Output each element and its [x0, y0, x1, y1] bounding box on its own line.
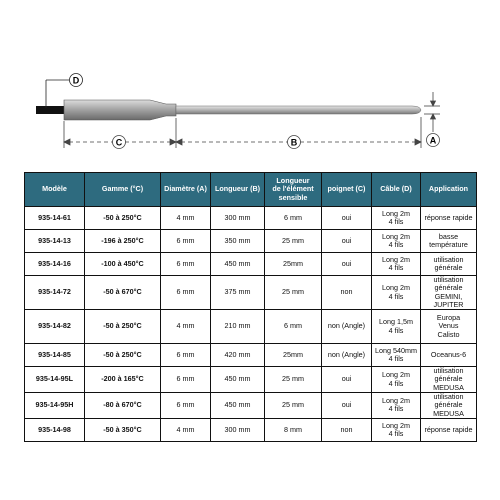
cell-diameter: 4 mm: [161, 207, 211, 230]
table-row: [25, 392, 477, 418]
cell-application: utilisation générale MEDUSA: [421, 367, 477, 393]
cell-model: 935-14-61: [25, 207, 85, 230]
cell-range: -196 à 250°C: [85, 230, 161, 253]
probe-spec-table: [24, 172, 477, 442]
cell-length: 210 mm: [211, 310, 265, 344]
header-handle: poignet (C): [322, 173, 372, 207]
header-cable: Câble (D): [372, 173, 421, 207]
cell-sensor-length: 25mm: [265, 253, 322, 276]
table-header-row: [25, 173, 477, 207]
table-row: [25, 276, 477, 310]
cell-cable: Long 2m 4 fils: [372, 367, 421, 393]
cell-handle: oui: [322, 253, 372, 276]
cell-length: 420 mm: [211, 344, 265, 367]
cell-diameter: 6 mm: [161, 253, 211, 276]
cell-handle: non: [322, 276, 372, 310]
cell-diameter: 4 mm: [161, 418, 211, 441]
cell-range: -80 à 670°C: [85, 392, 161, 418]
cell-cable: Long 1,5m 4 fils: [372, 310, 421, 344]
table-row: [25, 207, 477, 230]
rod-b-dimension: [176, 117, 421, 149]
cell-range: -50 à 250°C: [85, 207, 161, 230]
cell-cable: Long 2m 4 fils: [372, 230, 421, 253]
cell-diameter: 6 mm: [161, 344, 211, 367]
cell-model: 935-14-95H: [25, 392, 85, 418]
cell-handle: oui: [322, 392, 372, 418]
dimension-label-a: A: [429, 135, 437, 146]
cell-sensor-length: 25 mm: [265, 367, 322, 393]
cell-cable: Long 2m 4 fils: [372, 276, 421, 310]
cell-application: utilisation générale GEMINI, JUPITER: [421, 276, 477, 310]
cell-model: 935-14-98: [25, 418, 85, 441]
cell-cable: Long 2m 4 fils: [372, 253, 421, 276]
cell-range: -200 à 165°C: [85, 367, 161, 393]
table-row: [25, 344, 477, 367]
table-row: [25, 418, 477, 441]
cell-handle: oui: [322, 230, 372, 253]
cell-range: -100 à 450°C: [85, 253, 161, 276]
cell-cable: Long 2m 4 fils: [372, 418, 421, 441]
cell-length: 450 mm: [211, 367, 265, 393]
header-model: Modèle: [25, 173, 85, 207]
cell-length: 300 mm: [211, 418, 265, 441]
cell-sensor-length: 8 mm: [265, 418, 322, 441]
cell-model: 935-14-16: [25, 253, 85, 276]
cell-diameter: 6 mm: [161, 276, 211, 310]
cell-model: 935-14-82: [25, 310, 85, 344]
cell-range: -50 à 250°C: [85, 310, 161, 344]
cell-handle: non (Angle): [322, 344, 372, 367]
cell-handle: non: [322, 418, 372, 441]
header-diameter: Diamètre (A): [161, 173, 211, 207]
cell-diameter: 6 mm: [161, 392, 211, 418]
cell-sensor-length: 25 mm: [265, 276, 322, 310]
cell-length: 300 mm: [211, 207, 265, 230]
cell-application: Oceanus-6: [421, 344, 477, 367]
cell-application: réponse rapide: [421, 418, 477, 441]
cell-handle: oui: [322, 367, 372, 393]
cell-sensor-length: 25 mm: [265, 230, 322, 253]
probe-handle: [64, 100, 176, 120]
cell-cable: Long 540mm 4 fils: [372, 344, 421, 367]
table-row: [25, 310, 477, 344]
cell-application: basse température: [421, 230, 477, 253]
dimension-label-b: B: [290, 137, 298, 148]
probe-dimension-diagram: [0, 0, 500, 170]
cell-cable: Long 2m 4 fils: [372, 207, 421, 230]
cell-handle: oui: [322, 207, 372, 230]
cell-diameter: 4 mm: [161, 310, 211, 344]
cell-diameter: 6 mm: [161, 367, 211, 393]
cell-application: utilisation générale MEDUSA: [421, 392, 477, 418]
cell-range: -50 à 670°C: [85, 276, 161, 310]
cell-handle: non (Angle): [322, 310, 372, 344]
cell-application: Europa Venus Calisto: [421, 310, 477, 344]
cell-length: 375 mm: [211, 276, 265, 310]
header-application: Application: [421, 173, 477, 207]
cell-sensor-length: 6 mm: [265, 207, 322, 230]
cell-range: -50 à 350°C: [85, 418, 161, 441]
cell-length: 350 mm: [211, 230, 265, 253]
table-row: [25, 367, 477, 393]
cell-sensor-length: 25 mm: [265, 392, 322, 418]
cell-application: utilisation générale: [421, 253, 477, 276]
cell-length: 450 mm: [211, 253, 265, 276]
cell-diameter: 6 mm: [161, 230, 211, 253]
cell-model: 935-14-85: [25, 344, 85, 367]
cell-range: -50 à 250°C: [85, 344, 161, 367]
cell-sensor-length: 6 mm: [265, 310, 322, 344]
table-row: [25, 253, 477, 276]
cell-model: 935-14-72: [25, 276, 85, 310]
cell-model: 935-14-95L: [25, 367, 85, 393]
cell-cable: Long 2m 4 fils: [372, 392, 421, 418]
header-range: Gamme (°C): [85, 173, 161, 207]
cell-sensor-length: 25mm: [265, 344, 322, 367]
header-length: Longueur (B): [211, 173, 265, 207]
probe-rod: [176, 106, 421, 114]
dimension-label-c: C: [115, 137, 123, 148]
cell-model: 935-14-13: [25, 230, 85, 253]
dimension-label-d: D: [72, 75, 80, 86]
table-row: [25, 230, 477, 253]
probe-cable: [36, 106, 66, 114]
cell-length: 450 mm: [211, 392, 265, 418]
cell-application: réponse rapide: [421, 207, 477, 230]
header-sensor-length: Longueur de l'élément sensible: [265, 173, 322, 207]
